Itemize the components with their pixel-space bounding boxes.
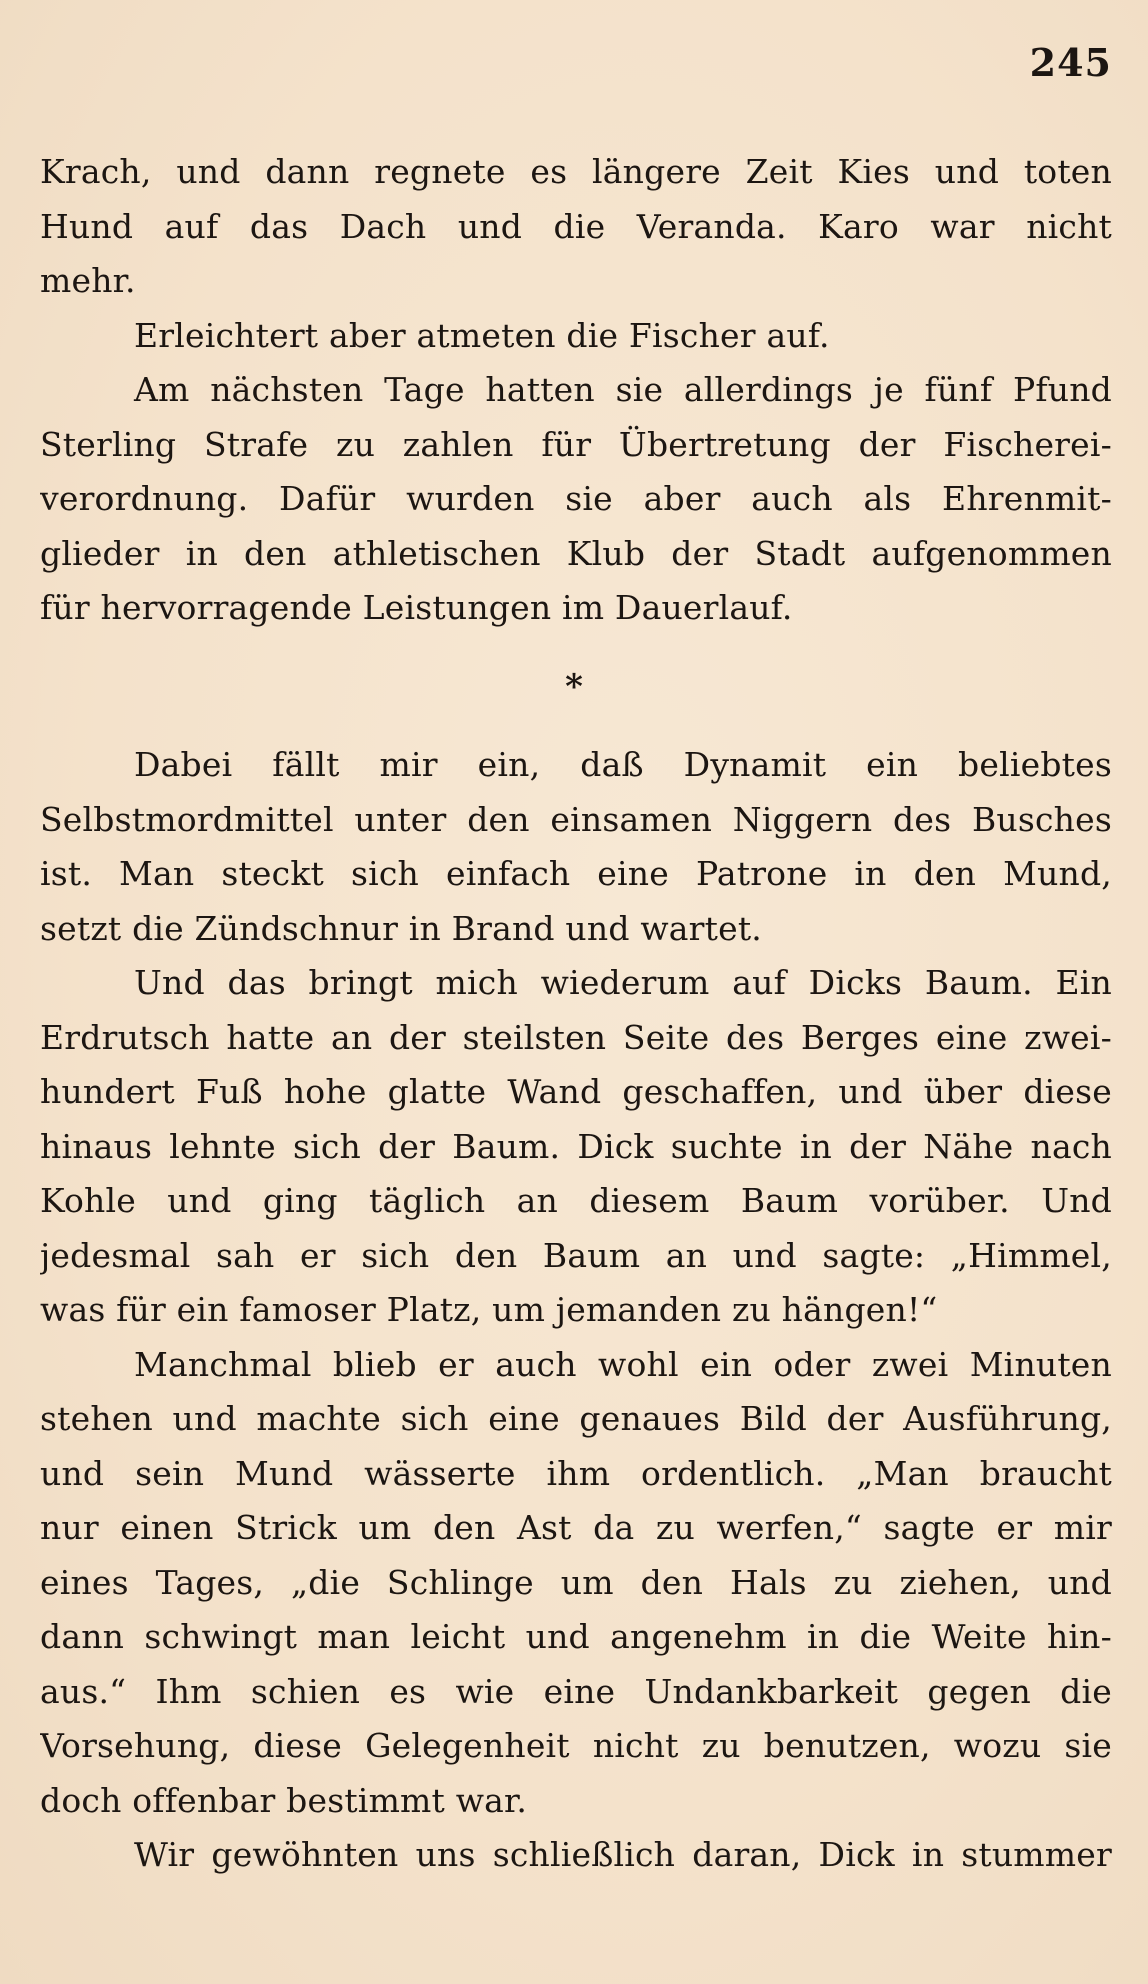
- text-line: ist. Man steckt sich einfach eine Patrone in den Mund,: [40, 854, 1112, 893]
- text-line: jedesmal sah er sich den Baum an und sagte: „Himmel,: [40, 1235, 1112, 1275]
- text-line: stehen und machte sich eine genaues Bild der Ausführung,: [40, 1399, 1112, 1438]
- text-line: Krach, und dann regnete es längere Zeit Kies und toten: [40, 152, 1112, 191]
- text-line: Hund auf das Dach und die Veranda. Karo war nicht: [40, 206, 1112, 246]
- text-line: eines Tages, „die Schlinge um den Hals zu ziehen, und: [40, 1562, 1112, 1602]
- text-line: Erleichtert aber atmeten die Fischer auf.: [134, 315, 830, 355]
- text-line: glieder in den athletischen Klub der Stadt aufgenommen: [40, 533, 1112, 573]
- text-line: Am nächsten Tage hatten sie allerdings je fünf Pfund: [134, 370, 1112, 409]
- text-line: was für ein famoser Platz, um jemanden zu hängen!“: [40, 1290, 938, 1329]
- text-line: und sein Mund wässerte ihm ordentlich. „Man braucht: [40, 1453, 1112, 1493]
- text-line: Selbstmordmittel unter den einsamen Niggern des Busches: [40, 799, 1112, 839]
- text-line: Sterling Strafe zu zahlen für Übertretung der Fischerei-: [40, 424, 1112, 464]
- paragraph-group-2: [40, 738, 1112, 1883]
- text-line: Vorsehung, diese Gelegenheit nicht zu benutzen, wozu sie: [40, 1726, 1112, 1765]
- text-line: für hervorragende Leistungen im Dauerlauf.: [40, 588, 793, 627]
- text-line: hundert Fuß hohe glatte Wand geschaffen, und über diese: [40, 1072, 1112, 1111]
- paragraph-group-1: [40, 145, 1112, 636]
- text-line: Und das bringt mich wiederum auf Dicks Baum. Ein: [134, 963, 1112, 1002]
- text-line: Kohle und ging täglich an diesem Baum vorüber. Und: [40, 1181, 1112, 1220]
- text-line: Wir gewöhnten uns schließlich daran, Dick in stummer: [134, 1835, 1112, 1874]
- text-line: doch offenbar bestimmt war.: [40, 1780, 528, 1820]
- text-line: setzt die Zündschnur in Brand und wartet.: [40, 908, 762, 948]
- section-separator: *: [565, 667, 583, 707]
- text-line: verordnung. Dafür wurden sie aber auch als Ehrenmit-: [40, 479, 1112, 518]
- text-line: Erdrutsch hatte an der steilsten Seite des Berges eine zwei-: [40, 1017, 1112, 1057]
- text-line: hinaus lehnte sich der Baum. Dick suchte in der Nähe nach: [40, 1126, 1112, 1166]
- text-line: aus.“ Ihm schien es wie eine Undankbarkeit gegen die: [40, 1671, 1112, 1711]
- text-line: nur einen Strick um den Ast da zu werfen,“ sagte er mir: [40, 1508, 1112, 1547]
- text-line: Dabei fällt mir ein, daß Dynamit ein beliebtes: [134, 745, 1112, 784]
- text-line: Manchmal blieb er auch wohl ein oder zwei Minuten: [134, 1344, 1112, 1384]
- text-line: mehr.: [40, 261, 136, 300]
- page-number: 245: [1029, 40, 1112, 85]
- text-line: dann schwingt man leicht und angenehm in die Weite hin-: [40, 1617, 1112, 1656]
